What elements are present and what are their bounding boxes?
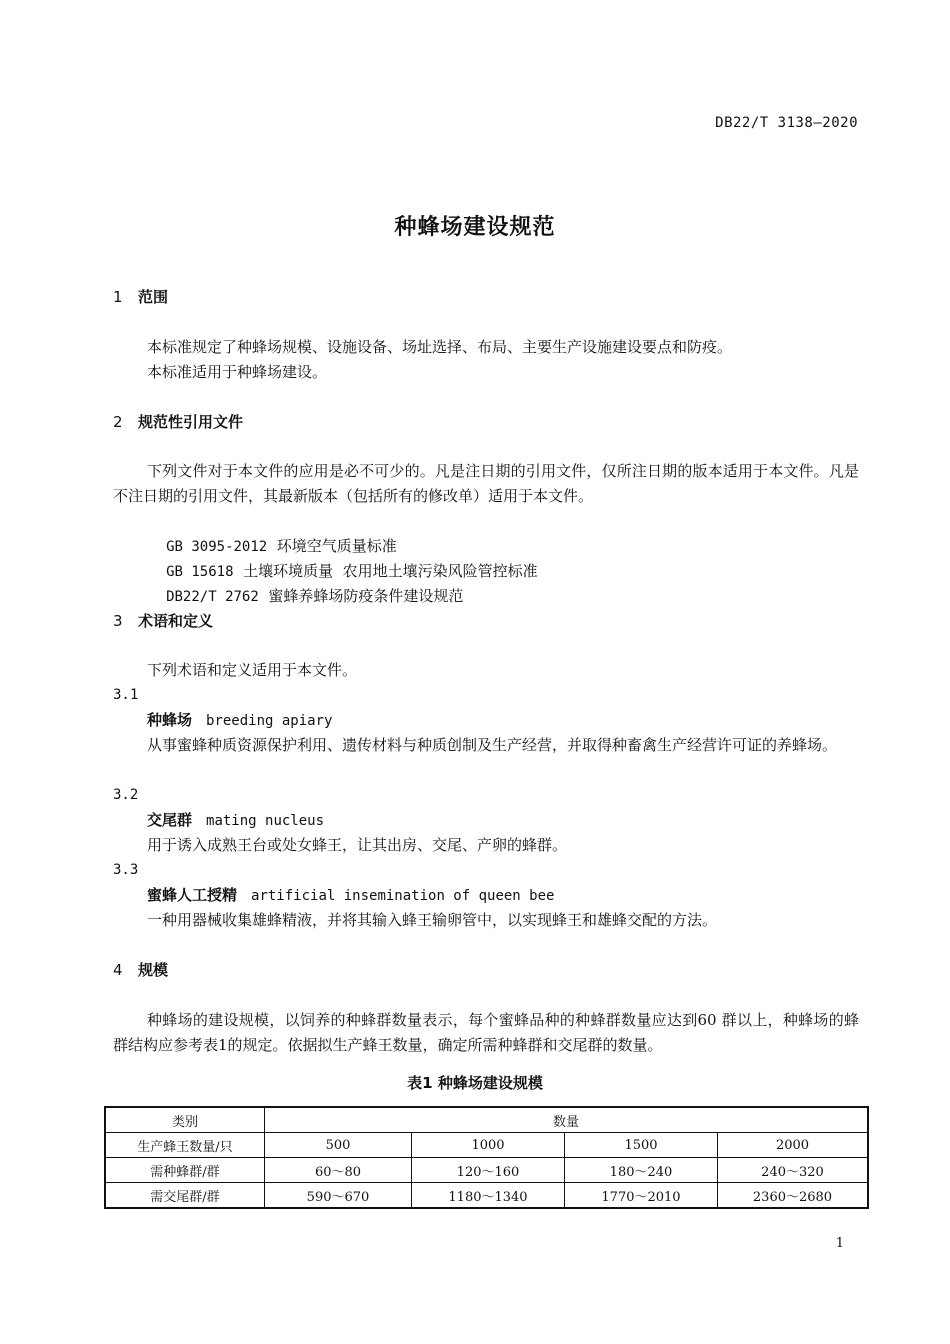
table-row xyxy=(105,1158,868,1183)
paragraph: 种蜂场的建设规模，以饲养的种蜂群数量表示，每个蜜蜂品种的种蜂群数量应达到60 群以上，种蜂场的蜂群结构应参考表1的规定。依据拟生产蜂王数量，确定所需种蜂群和交尾群的数量。 xyxy=(113,1011,859,1054)
table-cell: 1000 xyxy=(412,1133,565,1158)
paragraph: 本标准适用于种蜂场建设。 xyxy=(147,363,328,381)
scale-table xyxy=(104,1106,869,1209)
section-heading-2: 2 规范性引用文件 xyxy=(113,413,244,431)
reference-item: GB 3095-2012 环境空气质量标准 xyxy=(166,537,397,555)
paragraph: 下列文件对于本文件的应用是必不可少的。凡是注日期的引用文件，仅所注日期的版本适用于本文件。凡是不注日期的引用文件，其最新版本（包括所有的修改单）适用于本文件。 xyxy=(113,462,859,505)
table-row xyxy=(105,1183,868,1209)
table-cell: 1500 xyxy=(565,1133,718,1158)
reference-item: GB 15618 土壤环境质量 农用地土壤污染风险管控标准 xyxy=(166,562,538,580)
table-cell: 1180～1340 xyxy=(412,1183,565,1209)
page-number: 1 xyxy=(835,1236,844,1251)
table-cell: 需种蜂群/群 xyxy=(105,1158,265,1183)
table-cell: 120～160 xyxy=(412,1158,565,1183)
term-heading: 交尾群 mating nucleus xyxy=(147,811,325,829)
table-cell: 180～240 xyxy=(565,1158,718,1183)
table-cell: 60～80 xyxy=(265,1158,412,1183)
table-cell: 500 xyxy=(265,1133,412,1158)
term-definition: 用于诱入成熟王台或处女蜂王，让其出房、交尾、产卵的蜂群。 xyxy=(147,836,568,854)
page-title: 种蜂场建设规范 xyxy=(394,215,556,240)
table-caption: 表1 种蜂场建设规模 xyxy=(407,1074,543,1092)
term-number: 3.2 xyxy=(113,787,139,803)
term-heading: 蜜蜂人工授精 artificial insemination of queen bee xyxy=(147,886,555,904)
term-heading: 种蜂场 breeding apiary xyxy=(147,711,333,729)
table-header-row xyxy=(105,1107,868,1133)
paragraph: 本标准规定了种蜂场规模、设施设备、场址选择、布局、主要生产设施建设要点和防疫。 xyxy=(147,338,733,356)
term-number: 3.3 xyxy=(113,862,139,878)
term-definition: 一种用器械收集雄蜂精液，并将其输入蜂王输卵管中，以实现蜂王和雄蜂交配的方法。 xyxy=(147,911,718,929)
term-definition: 从事蜜蜂种质资源保护利用、遗传材料与种质创制及生产经营，并取得种畜禽生产经营许可证的养蜂场。 xyxy=(147,736,838,754)
table-header-cell: 类别 xyxy=(105,1107,265,1133)
table-cell: 590～670 xyxy=(265,1183,412,1209)
section-heading-1: 1 范围 xyxy=(113,288,169,306)
paragraph: 下列术语和定义适用于本文件。 xyxy=(147,661,358,679)
standard-code: DB22/T 3138—2020 xyxy=(715,115,858,131)
section-heading-3: 3 术语和定义 xyxy=(113,612,214,630)
term-number: 3.1 xyxy=(113,687,139,703)
table-header-cell: 数量 xyxy=(265,1107,869,1133)
section-heading-4: 4 规模 xyxy=(113,961,169,979)
table-cell: 2000 xyxy=(718,1133,869,1158)
table-cell: 需交尾群/群 xyxy=(105,1183,265,1209)
table-row xyxy=(105,1133,868,1158)
table-cell: 2360～2680 xyxy=(718,1183,869,1209)
table-cell: 240～320 xyxy=(718,1158,869,1183)
reference-item: DB22/T 2762 蜜蜂养蜂场防疫条件建设规范 xyxy=(166,587,464,605)
table-cell: 1770～2010 xyxy=(565,1183,718,1209)
table-cell: 生产蜂王数量/只 xyxy=(105,1133,265,1158)
